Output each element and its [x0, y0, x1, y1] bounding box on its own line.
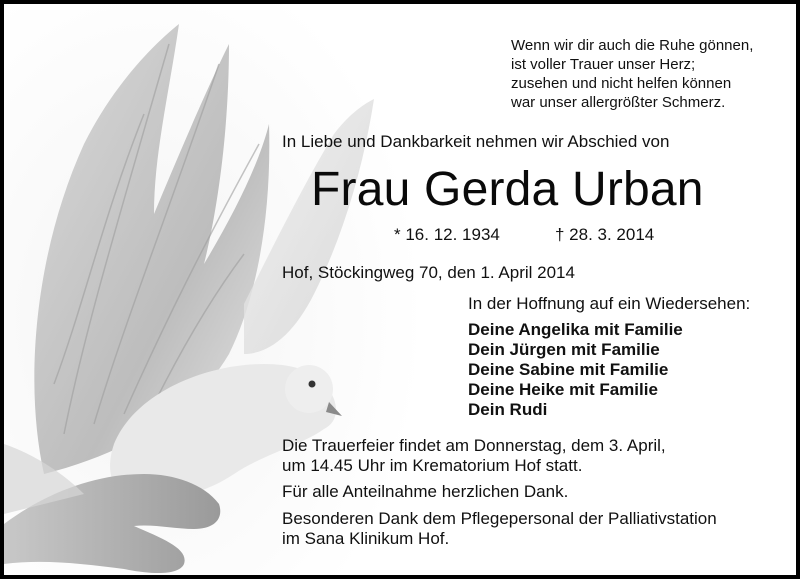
mourner-item: Deine Angelika mit Familie [468, 320, 683, 339]
mourners-list [468, 320, 683, 420]
poem-line: Wenn wir dir auch die Ruhe gönnen, [511, 37, 754, 54]
ceremony-line: Die Trauerfeier findet am Donnerstag, dem 3. April, [282, 436, 666, 455]
birth-date: * 16. 12. 1934 [394, 225, 500, 244]
special-thanks-line: im Sana Klinikum Hof. [282, 529, 450, 548]
ceremony-info [282, 436, 666, 476]
poem-line: war unser allergrößter Schmerz. [511, 94, 726, 111]
place-date: Hof, Stöckingweg 70, den 1. April 2014 [282, 263, 575, 282]
poem-line: ist voller Trauer unser Herz; [511, 56, 696, 73]
mourner-item: Deine Sabine mit Familie [468, 360, 669, 379]
mourner-item: Deine Heike mit Familie [468, 380, 658, 399]
deceased-name: Frau Gerda Urban [311, 163, 704, 216]
special-thanks-line: Besonderen Dank dem Pflegepersonal der Palliativstation [282, 509, 717, 528]
special-thanks [282, 509, 717, 549]
intro-text: In Liebe und Dankbarkeit nehmen wir Abschied von [282, 132, 670, 151]
death-date: † 28. 3. 2014 [555, 225, 655, 244]
mourner-item: Dein Jürgen mit Familie [468, 340, 660, 359]
hope-line: In der Hoffnung auf ein Wiedersehen: [468, 294, 751, 313]
thanks-line: Für alle Anteilnahme herzlichen Dank. [282, 482, 569, 501]
ceremony-line: um 14.45 Uhr im Krematorium Hof statt. [282, 456, 583, 475]
poem-line: zusehen und nicht helfen können [511, 75, 732, 92]
mourner-item: Dein Rudi [468, 400, 548, 419]
poem [511, 36, 753, 112]
